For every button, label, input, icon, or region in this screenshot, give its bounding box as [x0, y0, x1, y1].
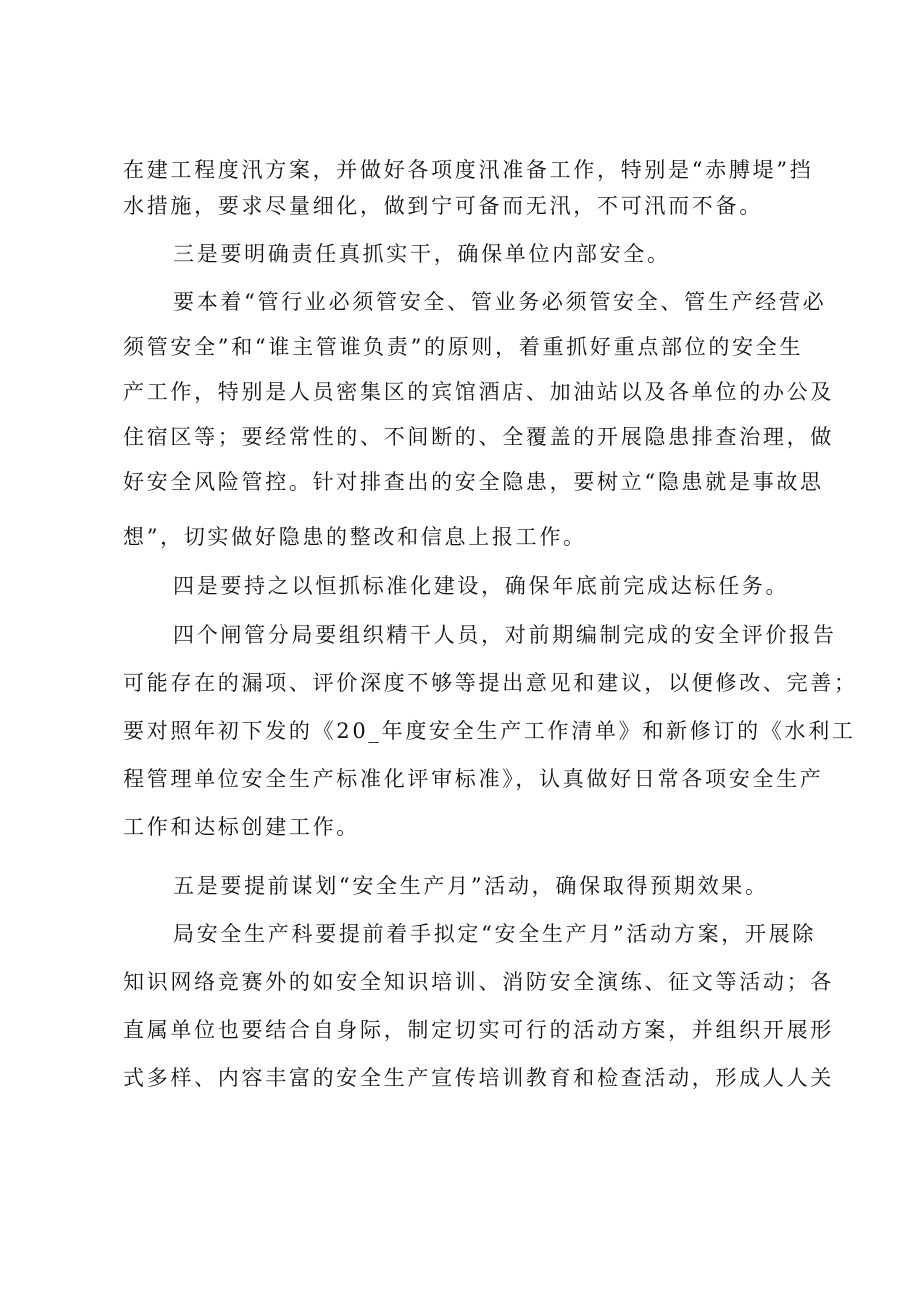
text-line: 想”，切实做好隐患的整改和信息上报工作。 [123, 525, 587, 549]
section-heading: 五是要提前谋划“安全生产月”活动，确保取得预期效果。 [173, 874, 769, 898]
text-line: 水措施，要求尽量细化，做到宁可备而无汛，不可汛而不备。 [123, 194, 763, 218]
text-line: 式多样、内容丰富的安全生产宣传培训教育和检查活动，形成人人关 [123, 1066, 834, 1090]
section-heading: 三是要明确责任真抓实干，确保单位内部安全。 [173, 242, 671, 266]
text-line: 工作和达标创建工作。 [123, 815, 360, 839]
text-line: 程管理单位安全生产标准化评审标准》，认真做好日常各项安全生产 [123, 767, 824, 791]
text-line: 知识网络竞赛外的如安全知识培训、消防安全演练、征文等活动；各 [123, 970, 834, 994]
text-line: 住宿区等；要经常性的、不间断的、全覆盖的开展隐患排查治理，做 [123, 425, 834, 449]
section-heading: 四是要持之以恒抓标准化建设，确保年底前完成达标任务。 [173, 574, 790, 598]
text-line: 局安全生产科要提前着手拟定“安全生产月”活动方案，开展除 [173, 922, 817, 946]
text-line: 四个闸管分局要组织精干人员，对前期编制完成的安全评价报告 [173, 623, 837, 647]
text-line: 直属单位也要结合自身际，制定切实可行的活动方案，并组织开展形 [123, 1018, 834, 1042]
text-line: 要对照年初下发的《20_年度安全生产工作清单》和新修订的《水利工 [123, 719, 856, 743]
text-line: 产工作，特别是人员密集区的宾馆酒店、加油站以及各单位的办公及 [123, 380, 834, 404]
text-line: 在建工程度汛方案，并做好各项度汛准备工作，特别是“赤膊堤”挡 [123, 158, 814, 182]
text-line: 须管安全”和“谁主管谁负责”的原则，着重抓好重点部位的安全生 [123, 335, 804, 359]
text-line: 可能存在的漏项、评价深度不够等提出意见和建议，以便修改、完善； [123, 671, 858, 695]
text-line: 要本着“管行业必须管安全、管业务必须管安全、管生产经营必 [173, 290, 827, 314]
text-line: 好安全风险管控。针对排查出的安全隐患，要树立“隐患就是事故思 [123, 470, 824, 494]
